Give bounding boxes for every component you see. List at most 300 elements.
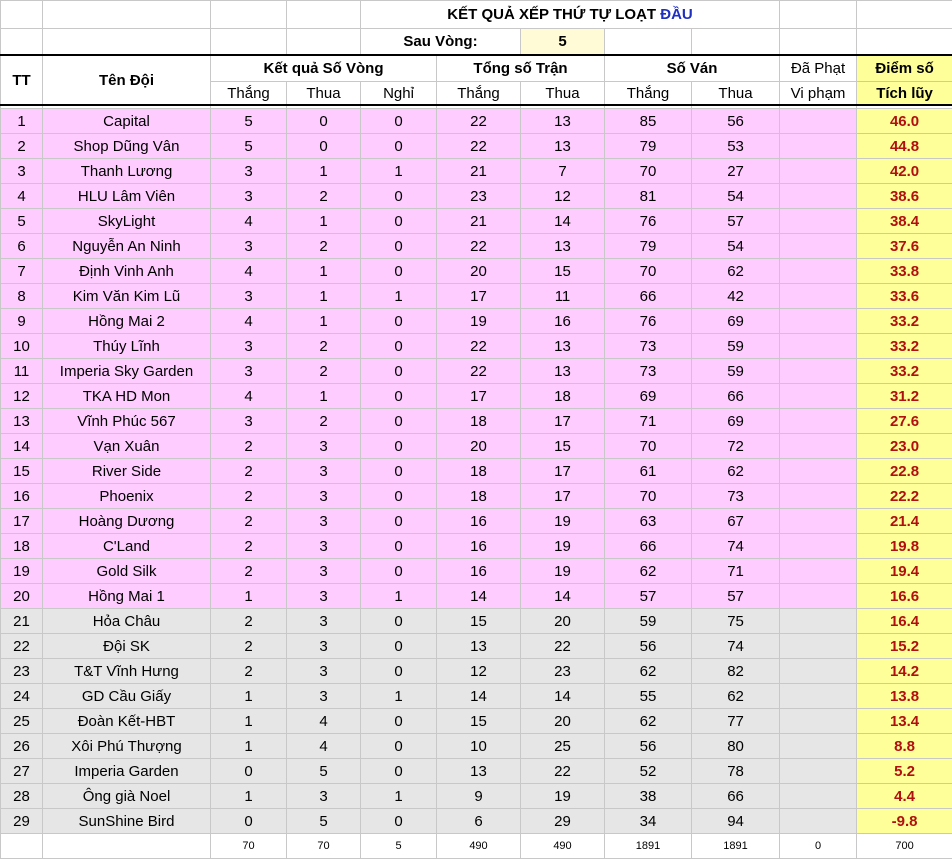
round-win-cell[interactable]: 4 bbox=[211, 259, 287, 284]
game-loss-cell[interactable]: 69 bbox=[692, 309, 780, 334]
round-rest-cell[interactable]: 0 bbox=[361, 334, 437, 359]
team-name-cell[interactable]: Imperia Sky Garden bbox=[43, 359, 211, 384]
round-rest-cell[interactable]: 0 bbox=[361, 434, 437, 459]
match-win-cell[interactable]: 18 bbox=[437, 459, 521, 484]
points-cell[interactable]: 23.0 bbox=[857, 434, 952, 459]
points-cell[interactable]: 4.4 bbox=[857, 784, 952, 809]
points-cell[interactable]: 19.8 bbox=[857, 534, 952, 559]
round-win-cell[interactable]: 2 bbox=[211, 634, 287, 659]
points-cell[interactable]: 21.4 bbox=[857, 509, 952, 534]
game-loss-cell[interactable]: 53 bbox=[692, 134, 780, 159]
round-rest-cell[interactable]: 1 bbox=[361, 684, 437, 709]
game-loss-cell[interactable]: 57 bbox=[692, 209, 780, 234]
round-win-cell[interactable]: 2 bbox=[211, 609, 287, 634]
match-win-cell[interactable]: 10 bbox=[437, 734, 521, 759]
penalty-cell[interactable] bbox=[780, 759, 857, 784]
round-loss-cell[interactable]: 3 bbox=[287, 509, 361, 534]
rank-cell[interactable]: 16 bbox=[1, 484, 43, 509]
rank-cell[interactable]: 21 bbox=[1, 609, 43, 634]
round-loss-cell[interactable]: 3 bbox=[287, 684, 361, 709]
match-loss-cell[interactable]: 22 bbox=[521, 634, 605, 659]
match-loss-cell[interactable]: 19 bbox=[521, 784, 605, 809]
points-cell[interactable]: 8.8 bbox=[857, 734, 952, 759]
round-rest-cell[interactable]: 0 bbox=[361, 359, 437, 384]
penalty-cell[interactable] bbox=[780, 134, 857, 159]
match-win-cell[interactable]: 13 bbox=[437, 759, 521, 784]
round-rest-cell[interactable]: 0 bbox=[361, 309, 437, 334]
game-win-cell[interactable]: 70 bbox=[605, 159, 692, 184]
total-game-loss[interactable]: 1891 bbox=[692, 834, 780, 859]
match-loss-cell[interactable]: 14 bbox=[521, 209, 605, 234]
round-win-cell[interactable]: 2 bbox=[211, 659, 287, 684]
game-loss-cell[interactable]: 77 bbox=[692, 709, 780, 734]
round-rest-cell[interactable]: 0 bbox=[361, 459, 437, 484]
team-name-cell[interactable]: Vĩnh Phúc 567 bbox=[43, 409, 211, 434]
team-name-cell[interactable]: Ông già Noel bbox=[43, 784, 211, 809]
penalty-cell[interactable] bbox=[780, 259, 857, 284]
rank-cell[interactable]: 13 bbox=[1, 409, 43, 434]
round-win-cell[interactable]: 5 bbox=[211, 134, 287, 159]
rank-cell[interactable]: 15 bbox=[1, 459, 43, 484]
rank-cell[interactable]: 23 bbox=[1, 659, 43, 684]
round-rest-cell[interactable]: 0 bbox=[361, 734, 437, 759]
round-loss-cell[interactable]: 3 bbox=[287, 634, 361, 659]
total-match-loss[interactable]: 490 bbox=[521, 834, 605, 859]
round-win-cell[interactable]: 2 bbox=[211, 484, 287, 509]
match-loss-cell[interactable]: 16 bbox=[521, 309, 605, 334]
game-win-cell[interactable]: 70 bbox=[605, 259, 692, 284]
match-loss-cell[interactable]: 13 bbox=[521, 359, 605, 384]
penalty-cell[interactable] bbox=[780, 334, 857, 359]
game-win-cell[interactable]: 59 bbox=[605, 609, 692, 634]
rank-cell[interactable]: 7 bbox=[1, 259, 43, 284]
round-rest-cell[interactable]: 0 bbox=[361, 409, 437, 434]
round-rest-cell[interactable]: 0 bbox=[361, 509, 437, 534]
team-name-cell[interactable]: C'Land bbox=[43, 534, 211, 559]
match-win-cell[interactable]: 22 bbox=[437, 109, 521, 134]
points-cell[interactable]: 31.2 bbox=[857, 384, 952, 409]
game-win-cell[interactable]: 52 bbox=[605, 759, 692, 784]
rank-cell[interactable]: 5 bbox=[1, 209, 43, 234]
game-win-cell[interactable]: 85 bbox=[605, 109, 692, 134]
game-win-cell[interactable]: 61 bbox=[605, 459, 692, 484]
team-name-cell[interactable]: Thúy Lĩnh bbox=[43, 334, 211, 359]
game-loss-cell[interactable]: 67 bbox=[692, 509, 780, 534]
match-loss-cell[interactable]: 23 bbox=[521, 659, 605, 684]
penalty-cell[interactable] bbox=[780, 784, 857, 809]
points-cell[interactable]: 16.6 bbox=[857, 584, 952, 609]
team-name-cell[interactable]: HLU Lâm Viên bbox=[43, 184, 211, 209]
game-win-cell[interactable]: 66 bbox=[605, 284, 692, 309]
round-win-cell[interactable]: 1 bbox=[211, 784, 287, 809]
game-win-cell[interactable]: 76 bbox=[605, 209, 692, 234]
match-loss-cell[interactable]: 13 bbox=[521, 109, 605, 134]
game-loss-cell[interactable]: 56 bbox=[692, 109, 780, 134]
points-cell[interactable]: 44.8 bbox=[857, 134, 952, 159]
match-loss-cell[interactable]: 13 bbox=[521, 134, 605, 159]
round-loss-cell[interactable]: 3 bbox=[287, 659, 361, 684]
penalty-cell[interactable] bbox=[780, 309, 857, 334]
round-win-cell[interactable]: 1 bbox=[211, 584, 287, 609]
points-cell[interactable]: 13.4 bbox=[857, 709, 952, 734]
total-points[interactable]: 700 bbox=[857, 834, 952, 859]
match-win-cell[interactable]: 6 bbox=[437, 809, 521, 834]
game-win-cell[interactable]: 70 bbox=[605, 484, 692, 509]
penalty-cell[interactable] bbox=[780, 684, 857, 709]
match-loss-cell[interactable]: 14 bbox=[521, 684, 605, 709]
round-rest-cell[interactable]: 0 bbox=[361, 659, 437, 684]
match-loss-cell[interactable]: 19 bbox=[521, 509, 605, 534]
match-loss-cell[interactable]: 11 bbox=[521, 284, 605, 309]
match-loss-cell[interactable]: 15 bbox=[521, 434, 605, 459]
game-loss-cell[interactable]: 27 bbox=[692, 159, 780, 184]
game-win-cell[interactable]: 62 bbox=[605, 659, 692, 684]
round-rest-cell[interactable]: 0 bbox=[361, 534, 437, 559]
round-loss-cell[interactable]: 1 bbox=[287, 309, 361, 334]
penalty-cell[interactable] bbox=[780, 284, 857, 309]
rank-cell[interactable]: 11 bbox=[1, 359, 43, 384]
round-loss-cell[interactable]: 2 bbox=[287, 359, 361, 384]
rank-cell[interactable]: 14 bbox=[1, 434, 43, 459]
team-name-cell[interactable]: Gold Silk bbox=[43, 559, 211, 584]
rank-cell[interactable]: 1 bbox=[1, 109, 43, 134]
match-win-cell[interactable]: 12 bbox=[437, 659, 521, 684]
game-win-cell[interactable]: 56 bbox=[605, 734, 692, 759]
team-name-cell[interactable]: T&T Vĩnh Hưng bbox=[43, 659, 211, 684]
team-name-cell[interactable]: Hồng Mai 2 bbox=[43, 309, 211, 334]
match-win-cell[interactable]: 18 bbox=[437, 484, 521, 509]
points-cell[interactable]: 19.4 bbox=[857, 559, 952, 584]
round-loss-cell[interactable]: 3 bbox=[287, 434, 361, 459]
round-loss-cell[interactable]: 3 bbox=[287, 534, 361, 559]
total-round-win[interactable]: 70 bbox=[211, 834, 287, 859]
rank-cell[interactable]: 22 bbox=[1, 634, 43, 659]
round-rest-cell[interactable]: 0 bbox=[361, 609, 437, 634]
penalty-cell[interactable] bbox=[780, 634, 857, 659]
game-loss-cell[interactable]: 62 bbox=[692, 459, 780, 484]
round-rest-cell[interactable]: 1 bbox=[361, 159, 437, 184]
match-win-cell[interactable]: 22 bbox=[437, 359, 521, 384]
game-win-cell[interactable]: 76 bbox=[605, 309, 692, 334]
round-loss-cell[interactable]: 2 bbox=[287, 409, 361, 434]
round-win-cell[interactable]: 3 bbox=[211, 409, 287, 434]
match-loss-cell[interactable]: 17 bbox=[521, 459, 605, 484]
match-win-cell[interactable]: 22 bbox=[437, 134, 521, 159]
penalty-cell[interactable] bbox=[780, 434, 857, 459]
points-cell[interactable]: 33.2 bbox=[857, 359, 952, 384]
penalty-cell[interactable] bbox=[780, 384, 857, 409]
round-rest-cell[interactable]: 0 bbox=[361, 709, 437, 734]
round-win-cell[interactable]: 3 bbox=[211, 184, 287, 209]
team-name-cell[interactable]: TKA HD Mon bbox=[43, 384, 211, 409]
penalty-cell[interactable] bbox=[780, 659, 857, 684]
game-loss-cell[interactable]: 74 bbox=[692, 534, 780, 559]
penalty-cell[interactable] bbox=[780, 609, 857, 634]
match-loss-cell[interactable]: 15 bbox=[521, 259, 605, 284]
match-loss-cell[interactable]: 12 bbox=[521, 184, 605, 209]
game-win-cell[interactable]: 70 bbox=[605, 434, 692, 459]
game-win-cell[interactable]: 55 bbox=[605, 684, 692, 709]
game-win-cell[interactable]: 81 bbox=[605, 184, 692, 209]
round-loss-cell[interactable]: 4 bbox=[287, 734, 361, 759]
game-loss-cell[interactable]: 78 bbox=[692, 759, 780, 784]
round-win-cell[interactable]: 5 bbox=[211, 109, 287, 134]
round-rest-cell[interactable]: 1 bbox=[361, 584, 437, 609]
penalty-cell[interactable] bbox=[780, 484, 857, 509]
points-cell[interactable]: 42.0 bbox=[857, 159, 952, 184]
match-loss-cell[interactable]: 19 bbox=[521, 559, 605, 584]
game-loss-cell[interactable]: 94 bbox=[692, 809, 780, 834]
team-name-cell[interactable]: Shop Dũng Vân bbox=[43, 134, 211, 159]
match-win-cell[interactable]: 14 bbox=[437, 684, 521, 709]
round-rest-cell[interactable]: 0 bbox=[361, 134, 437, 159]
game-loss-cell[interactable]: 54 bbox=[692, 184, 780, 209]
team-name-cell[interactable]: Capital bbox=[43, 109, 211, 134]
round-win-cell[interactable]: 1 bbox=[211, 734, 287, 759]
match-win-cell[interactable]: 16 bbox=[437, 559, 521, 584]
total-game-win[interactable]: 1891 bbox=[605, 834, 692, 859]
match-win-cell[interactable]: 14 bbox=[437, 584, 521, 609]
penalty-cell[interactable] bbox=[780, 359, 857, 384]
round-rest-cell[interactable]: 0 bbox=[361, 184, 437, 209]
points-cell[interactable]: 14.2 bbox=[857, 659, 952, 684]
rank-cell[interactable]: 26 bbox=[1, 734, 43, 759]
match-win-cell[interactable]: 22 bbox=[437, 334, 521, 359]
round-win-cell[interactable]: 0 bbox=[211, 759, 287, 784]
team-name-cell[interactable]: Đoàn Kết-HBT bbox=[43, 709, 211, 734]
round-loss-cell[interactable]: 4 bbox=[287, 709, 361, 734]
team-name-cell[interactable]: Vạn Xuân bbox=[43, 434, 211, 459]
team-name-cell[interactable]: Hoàng Dương bbox=[43, 509, 211, 534]
points-cell[interactable]: 22.2 bbox=[857, 484, 952, 509]
round-loss-cell[interactable]: 3 bbox=[287, 484, 361, 509]
match-loss-cell[interactable]: 13 bbox=[521, 234, 605, 259]
team-name-cell[interactable]: Kim Văn Kim Lũ bbox=[43, 284, 211, 309]
game-loss-cell[interactable]: 71 bbox=[692, 559, 780, 584]
points-cell[interactable]: 13.8 bbox=[857, 684, 952, 709]
round-rest-cell[interactable]: 0 bbox=[361, 259, 437, 284]
round-rest-cell[interactable]: 1 bbox=[361, 784, 437, 809]
team-name-cell[interactable]: Xôi Phú Thượng bbox=[43, 734, 211, 759]
rank-cell[interactable]: 20 bbox=[1, 584, 43, 609]
round-rest-cell[interactable]: 1 bbox=[361, 284, 437, 309]
points-cell[interactable]: 27.6 bbox=[857, 409, 952, 434]
rank-cell[interactable]: 4 bbox=[1, 184, 43, 209]
game-loss-cell[interactable]: 80 bbox=[692, 734, 780, 759]
round-win-cell[interactable]: 2 bbox=[211, 534, 287, 559]
match-win-cell[interactable]: 21 bbox=[437, 159, 521, 184]
game-loss-cell[interactable]: 82 bbox=[692, 659, 780, 684]
game-loss-cell[interactable]: 59 bbox=[692, 359, 780, 384]
game-win-cell[interactable]: 73 bbox=[605, 359, 692, 384]
game-win-cell[interactable]: 79 bbox=[605, 134, 692, 159]
rank-cell[interactable]: 27 bbox=[1, 759, 43, 784]
round-win-cell[interactable]: 3 bbox=[211, 159, 287, 184]
rank-cell[interactable]: 8 bbox=[1, 284, 43, 309]
team-name-cell[interactable]: Định Vinh Anh bbox=[43, 259, 211, 284]
penalty-cell[interactable] bbox=[780, 709, 857, 734]
penalty-cell[interactable] bbox=[780, 809, 857, 834]
game-win-cell[interactable]: 57 bbox=[605, 584, 692, 609]
round-win-cell[interactable]: 1 bbox=[211, 709, 287, 734]
rank-cell[interactable]: 10 bbox=[1, 334, 43, 359]
match-win-cell[interactable]: 15 bbox=[437, 609, 521, 634]
points-cell[interactable]: 5.2 bbox=[857, 759, 952, 784]
game-loss-cell[interactable]: 57 bbox=[692, 584, 780, 609]
game-win-cell[interactable]: 56 bbox=[605, 634, 692, 659]
team-name-cell[interactable]: Imperia Garden bbox=[43, 759, 211, 784]
match-win-cell[interactable]: 18 bbox=[437, 409, 521, 434]
penalty-cell[interactable] bbox=[780, 559, 857, 584]
points-cell[interactable]: 37.6 bbox=[857, 234, 952, 259]
round-loss-cell[interactable]: 1 bbox=[287, 209, 361, 234]
rank-cell[interactable]: 12 bbox=[1, 384, 43, 409]
match-loss-cell[interactable]: 18 bbox=[521, 384, 605, 409]
round-loss-cell[interactable]: 3 bbox=[287, 559, 361, 584]
team-name-cell[interactable]: SunShine Bird bbox=[43, 809, 211, 834]
match-win-cell[interactable]: 16 bbox=[437, 509, 521, 534]
game-loss-cell[interactable]: 72 bbox=[692, 434, 780, 459]
game-win-cell[interactable]: 62 bbox=[605, 559, 692, 584]
total-round-rest[interactable]: 5 bbox=[361, 834, 437, 859]
match-loss-cell[interactable]: 22 bbox=[521, 759, 605, 784]
match-loss-cell[interactable]: 14 bbox=[521, 584, 605, 609]
round-loss-cell[interactable]: 5 bbox=[287, 759, 361, 784]
penalty-cell[interactable] bbox=[780, 184, 857, 209]
points-cell[interactable]: 38.4 bbox=[857, 209, 952, 234]
game-win-cell[interactable]: 73 bbox=[605, 334, 692, 359]
match-win-cell[interactable]: 20 bbox=[437, 434, 521, 459]
game-loss-cell[interactable]: 75 bbox=[692, 609, 780, 634]
match-loss-cell[interactable]: 17 bbox=[521, 484, 605, 509]
penalty-cell[interactable] bbox=[780, 584, 857, 609]
match-win-cell[interactable]: 15 bbox=[437, 709, 521, 734]
points-cell[interactable]: 22.8 bbox=[857, 459, 952, 484]
penalty-cell[interactable] bbox=[780, 734, 857, 759]
round-win-cell[interactable]: 2 bbox=[211, 509, 287, 534]
match-loss-cell[interactable]: 7 bbox=[521, 159, 605, 184]
game-win-cell[interactable]: 66 bbox=[605, 534, 692, 559]
rank-cell[interactable]: 19 bbox=[1, 559, 43, 584]
match-win-cell[interactable]: 9 bbox=[437, 784, 521, 809]
round-loss-cell[interactable]: 3 bbox=[287, 459, 361, 484]
match-win-cell[interactable]: 19 bbox=[437, 309, 521, 334]
team-name-cell[interactable]: Hỏa Châu bbox=[43, 609, 211, 634]
round-win-cell[interactable]: 1 bbox=[211, 684, 287, 709]
game-win-cell[interactable]: 38 bbox=[605, 784, 692, 809]
total-round-loss[interactable]: 70 bbox=[287, 834, 361, 859]
game-win-cell[interactable]: 63 bbox=[605, 509, 692, 534]
team-name-cell[interactable]: GD Cầu Giấy bbox=[43, 684, 211, 709]
total-penalty[interactable]: 0 bbox=[780, 834, 857, 859]
points-cell[interactable]: 46.0 bbox=[857, 109, 952, 134]
round-loss-cell[interactable]: 2 bbox=[287, 184, 361, 209]
team-name-cell[interactable]: River Side bbox=[43, 459, 211, 484]
round-loss-cell[interactable]: 0 bbox=[287, 134, 361, 159]
game-loss-cell[interactable]: 62 bbox=[692, 259, 780, 284]
round-rest-cell[interactable]: 0 bbox=[361, 234, 437, 259]
round-win-cell[interactable]: 4 bbox=[211, 309, 287, 334]
game-loss-cell[interactable]: 66 bbox=[692, 784, 780, 809]
penalty-cell[interactable] bbox=[780, 509, 857, 534]
game-loss-cell[interactable]: 42 bbox=[692, 284, 780, 309]
game-win-cell[interactable]: 79 bbox=[605, 234, 692, 259]
points-cell[interactable]: 15.2 bbox=[857, 634, 952, 659]
match-loss-cell[interactable]: 29 bbox=[521, 809, 605, 834]
points-cell[interactable]: 33.2 bbox=[857, 334, 952, 359]
match-win-cell[interactable]: 22 bbox=[437, 234, 521, 259]
rank-cell[interactable]: 3 bbox=[1, 159, 43, 184]
match-loss-cell[interactable]: 20 bbox=[521, 709, 605, 734]
round-win-cell[interactable]: 4 bbox=[211, 209, 287, 234]
round-rest-cell[interactable]: 0 bbox=[361, 809, 437, 834]
team-name-cell[interactable]: Nguyễn An Ninh bbox=[43, 234, 211, 259]
round-rest-cell[interactable]: 0 bbox=[361, 209, 437, 234]
match-win-cell[interactable]: 17 bbox=[437, 384, 521, 409]
match-loss-cell[interactable]: 19 bbox=[521, 534, 605, 559]
match-loss-cell[interactable]: 25 bbox=[521, 734, 605, 759]
rank-cell[interactable]: 9 bbox=[1, 309, 43, 334]
rank-cell[interactable]: 29 bbox=[1, 809, 43, 834]
round-win-cell[interactable]: 3 bbox=[211, 359, 287, 384]
penalty-cell[interactable] bbox=[780, 409, 857, 434]
round-rest-cell[interactable]: 0 bbox=[361, 484, 437, 509]
points-cell[interactable]: 16.4 bbox=[857, 609, 952, 634]
game-loss-cell[interactable]: 66 bbox=[692, 384, 780, 409]
game-win-cell[interactable]: 62 bbox=[605, 709, 692, 734]
round-loss-cell[interactable]: 3 bbox=[287, 609, 361, 634]
round-rest-cell[interactable]: 0 bbox=[361, 759, 437, 784]
match-win-cell[interactable]: 13 bbox=[437, 634, 521, 659]
penalty-cell[interactable] bbox=[780, 459, 857, 484]
round-loss-cell[interactable]: 3 bbox=[287, 784, 361, 809]
rank-cell[interactable]: 25 bbox=[1, 709, 43, 734]
game-loss-cell[interactable]: 69 bbox=[692, 409, 780, 434]
round-win-cell[interactable]: 2 bbox=[211, 459, 287, 484]
rank-cell[interactable]: 28 bbox=[1, 784, 43, 809]
match-loss-cell[interactable]: 20 bbox=[521, 609, 605, 634]
round-loss-cell[interactable]: 1 bbox=[287, 159, 361, 184]
round-loss-cell[interactable]: 1 bbox=[287, 384, 361, 409]
match-win-cell[interactable]: 17 bbox=[437, 284, 521, 309]
match-win-cell[interactable]: 20 bbox=[437, 259, 521, 284]
points-cell[interactable]: -9.8 bbox=[857, 809, 952, 834]
points-cell[interactable]: 38.6 bbox=[857, 184, 952, 209]
game-win-cell[interactable]: 69 bbox=[605, 384, 692, 409]
penalty-cell[interactable] bbox=[780, 209, 857, 234]
round-rest-cell[interactable]: 0 bbox=[361, 384, 437, 409]
game-win-cell[interactable]: 71 bbox=[605, 409, 692, 434]
round-loss-cell[interactable]: 0 bbox=[287, 109, 361, 134]
round-win-cell[interactable]: 2 bbox=[211, 434, 287, 459]
round-loss-cell[interactable]: 1 bbox=[287, 259, 361, 284]
rank-cell[interactable]: 18 bbox=[1, 534, 43, 559]
game-loss-cell[interactable]: 73 bbox=[692, 484, 780, 509]
game-loss-cell[interactable]: 62 bbox=[692, 684, 780, 709]
round-win-cell[interactable]: 4 bbox=[211, 384, 287, 409]
match-loss-cell[interactable]: 13 bbox=[521, 334, 605, 359]
round-loss-cell[interactable]: 3 bbox=[287, 584, 361, 609]
game-loss-cell[interactable]: 74 bbox=[692, 634, 780, 659]
team-name-cell[interactable]: Đội SK bbox=[43, 634, 211, 659]
match-loss-cell[interactable]: 17 bbox=[521, 409, 605, 434]
round-win-cell[interactable]: 3 bbox=[211, 334, 287, 359]
team-name-cell[interactable]: Hồng Mai 1 bbox=[43, 584, 211, 609]
match-win-cell[interactable]: 16 bbox=[437, 534, 521, 559]
game-win-cell[interactable]: 34 bbox=[605, 809, 692, 834]
total-match-win[interactable]: 490 bbox=[437, 834, 521, 859]
match-win-cell[interactable]: 23 bbox=[437, 184, 521, 209]
